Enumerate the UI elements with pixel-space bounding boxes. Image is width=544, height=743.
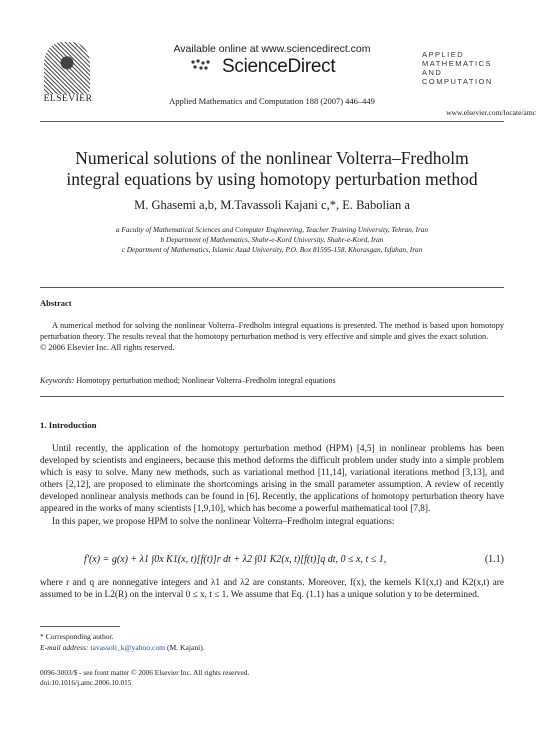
footnote [40,632,205,653]
affiliation: b Department of Mathematics, Shahr-e-Kord University, Shahr-e-Kord, Iran [160,235,384,244]
title-line: Numerical solutions of the nonlinear Volterra–Fredholm [75,148,469,168]
paper-title [40,148,504,190]
doi-line[interactable]: doi:10.1016/j.amc.2006.10.015 [40,677,132,687]
available-online-text: Available online at www.sciencedirect.com [173,43,371,55]
journal-logo [422,50,502,86]
sciencedirect-brand: ScienceDirect [222,56,336,77]
journal-logo-line: COMPUTATION [422,77,493,86]
journal-reference: Applied Mathematics and Computation 188 (2007) 446–449 [169,96,375,106]
abstract-text: A numerical method for solving the nonlinear Volterra–Fredholm integral equations is presented. The method is based upon homotopy perturbation theory. The results reveal that the homotopy perturbation method is very effective and simple and gives the exact solution. [40,321,504,342]
abstract-body [40,320,504,354]
copyright-line: © 2006 Elsevier Inc. All rights reserved. [40,343,175,353]
email-suffix: (M. Kajani). [166,642,205,652]
journal-logo-line: APPLIED [422,50,465,59]
header-rule [40,121,504,122]
keywords [40,376,504,385]
corresponding-author-note: * Corresponding author. [40,632,114,641]
elsevier-logo [40,42,94,104]
section-heading: 1. Introduction [40,420,97,430]
issn-line: 0096-3003/$ - see front matter © 2006 Elsevier Inc. All rights reserved. [40,668,250,677]
keywords-text: Homotopy perturbation method; Nonlinear Volterra–Fredholm integral equations [76,376,336,385]
equation-number[interactable]: (1.1) [484,554,504,565]
paragraph: where r and q are nonnegative integers and λ1 and λ2 are constants. Moreover, f(x), the kernels K1(x,t) and K2(x,t) are assumed to be in L2(R) on the interval 0 ≤ x, t ≤ 1. We assume that Eq. (1.1) has a unique solution y to be determined. [40,578,504,601]
abstract-bottom-rule [40,396,504,397]
journal-logo-line: AND [422,68,443,77]
keywords-label: Keywords: [40,376,75,385]
affiliation: c Department of Mathematics, Islamic Azad University, P.O. Box 81595-158, Khorasgan, Isfahan, Iran [121,245,423,254]
email-label: E-mail address: [40,642,89,652]
footnote-rule [40,626,120,627]
paragraph: In this paper, we propose HPM to solve the nonlinear Volterra–Fredholm integral equations: [52,516,395,527]
publisher-name: ELSEVIER [43,94,93,104]
paragraph: Until recently, the application of the homotopy perturbation method (HPM) [4,5] in nonlinear problems has been developed by scientists and engineers, because this method deforms the difficult problem under study into a simple problem which is easy to solve. Many new methods, such as variational method [11,14], variational iterations method [3,13], and others [2,12], are proposed to eliminate the shortcomings arising in the small parameter assumption. A review of recently developed nonlinear analysis methods can be found in [6]. Recently, the applications of homotopy perturbation theory have appeared in the works of many scientists [1,9,10], which has become a powerful mathematical tool [7,8]. [40,444,504,515]
front-matter [40,668,249,687]
journal-url[interactable]: www.elsevier.com/locate/amc [446,108,536,117]
title-line: integral equations by using homotopy perturbation method [66,169,478,189]
section-body [40,443,504,528]
abstract-heading: Abstract [40,298,72,308]
elsevier-tree-icon [44,42,90,94]
email-line [40,643,205,654]
affiliation: a Faculty of Mathematical Sciences and Computer Engineering, Teacher Training University, Tehran, Iran [115,225,429,234]
equation-text: f′(x) = g(x) + λ1 ∫0x K1(x, t)[f(t)]r dt + λ2 ∫01 K2(x, t)[f(t)]q dt, 0 ≤ x, t ≤ 1, [84,554,387,565]
equation-1-1 [40,550,504,574]
sciencedirect-dots-icon [190,58,212,72]
journal-logo-line: MATHEMATICS [422,59,492,68]
abstract-top-rule [40,287,504,288]
email-link[interactable]: tavassoli_k@yahoo.com [90,642,166,652]
author-list: M. Ghasemi a,b, M.Tavassoli Kajani c,*, E. Babolian a [134,198,410,212]
